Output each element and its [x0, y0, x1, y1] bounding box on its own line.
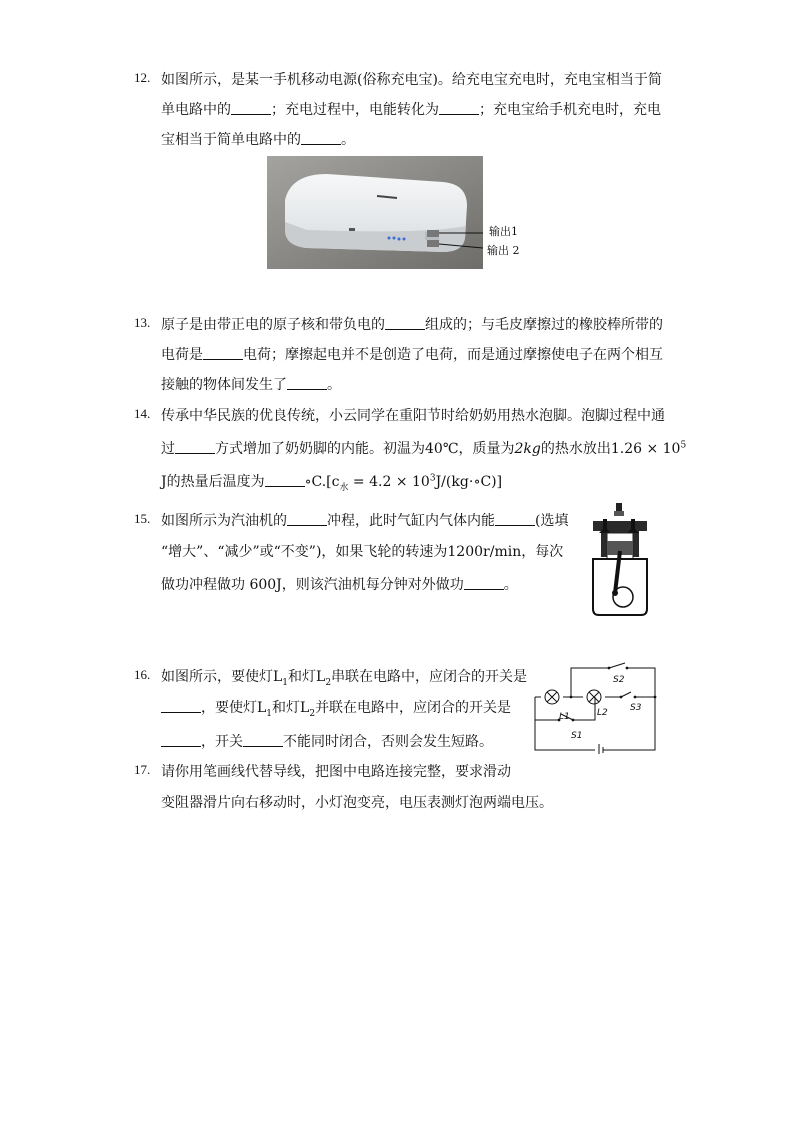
- q12-number: 12.: [134, 70, 151, 85]
- q13-text: 组成的；与毛皮摩擦过的橡胶棒所带的: [425, 317, 663, 333]
- q17-line2: 变阻器滑片向右移动时，小灯泡变亮，电压表测灯泡两端电压。: [161, 795, 553, 811]
- answer-blank[interactable]: [175, 439, 215, 454]
- answer-blank[interactable]: [231, 100, 271, 115]
- output-2-label: 输出 2: [487, 244, 520, 257]
- answer-blank[interactable]: [301, 130, 341, 145]
- answer-blank[interactable]: [243, 732, 283, 747]
- q14-text: 方式增加了奶奶脚的内能。初温为40℃，质量为: [215, 441, 515, 457]
- q14-mass: 2kg: [514, 441, 541, 457]
- q14-text: 的热水放出1.26 × 10: [540, 441, 681, 457]
- q17-number: 17.: [134, 762, 151, 777]
- q15-number: 15.: [134, 511, 151, 526]
- q14-exponent: 3: [429, 473, 436, 484]
- q15-text: 冲程，此时气缸内气体内能: [327, 513, 495, 529]
- q12-text: ；充电过程中，电能转化为: [271, 102, 439, 118]
- q14-subscript: 水: [339, 482, 349, 493]
- q12-line1: 如图所示，是某一手机移动电源(俗称充电宝)。给充电宝充电时，充电宝相当于简: [161, 72, 662, 88]
- engine-cylinder-diagram: [587, 501, 653, 618]
- q13-line2: [161, 344, 663, 364]
- q16-text: 并联在电路中，应闭合的开关是: [315, 700, 512, 716]
- q12-text: 宝相当于简单电路中的: [161, 132, 301, 148]
- q12-text: ；充电宝给手机充电时，充电: [479, 102, 661, 118]
- q14-number: 14.: [134, 406, 151, 421]
- q16-text: ，要使灯L: [201, 700, 267, 716]
- q13-line1: [161, 314, 663, 334]
- q16-text: 串联在电路中，应闭合的开关是: [331, 669, 528, 685]
- q12-line3: [161, 129, 355, 149]
- q13-line3: [161, 374, 341, 394]
- q13-number: 13.: [134, 315, 151, 330]
- q16-subscript: 1: [282, 677, 289, 688]
- q15-line2: “增大”、“减少”或“不变”)，如果飞轮的转速为1200r/min，每次: [161, 544, 564, 560]
- q12-line2: [161, 99, 661, 119]
- q13-text: 接触的物体间发生了: [161, 377, 287, 393]
- answer-blank[interactable]: [464, 575, 504, 590]
- q14-text: ∘C.[c: [304, 474, 340, 490]
- q13-text: 原子是由带正电的原子核和带负电的: [161, 317, 385, 333]
- q15-text: 。: [503, 577, 518, 593]
- q15-text: (选填: [535, 513, 569, 529]
- q16-line1: [161, 666, 527, 688]
- q15-text: 如图所示为汽油机的: [161, 513, 287, 529]
- answer-blank[interactable]: [439, 100, 479, 115]
- q16-text: ，开关: [201, 734, 243, 750]
- q14-line2: [161, 438, 686, 458]
- q14-text: J/(kg⋅∘C)]: [435, 474, 503, 490]
- q16-subscript: 2: [325, 677, 332, 688]
- answer-blank[interactable]: [265, 472, 305, 487]
- q15-text: 做功冲程做功 600J，则该汽油机每分钟对外做功: [161, 577, 464, 593]
- q13-text: 电荷；摩擦起电并不是创造了电荷，而是通过摩擦使电子在两个相互: [243, 347, 663, 363]
- l1-label: L1: [559, 712, 570, 722]
- answer-blank[interactable]: [203, 345, 243, 360]
- q16-line3: [161, 731, 493, 751]
- s3-label: S3: [630, 703, 642, 713]
- answer-blank[interactable]: [495, 511, 535, 526]
- q16-number: 16.: [134, 667, 151, 682]
- q14-line3: [161, 471, 502, 493]
- q15-line3: [161, 574, 518, 594]
- q16-text: 和灯L: [288, 669, 326, 685]
- q16-text: 如图所示，要使灯L: [161, 669, 283, 685]
- q16-subscript: 2: [309, 708, 316, 719]
- circuit-diagram: [533, 662, 659, 754]
- output-1-label: 输出1: [489, 225, 518, 238]
- q12-text: 。: [341, 132, 355, 148]
- q12-text: 单电路中的: [161, 102, 231, 118]
- q16-text: 不能同时闭合，否则会发生短路。: [283, 734, 493, 750]
- q14-text: 过: [161, 441, 175, 457]
- q16-text: 和灯L: [272, 700, 310, 716]
- q16-line2: [161, 697, 511, 719]
- answer-blank[interactable]: [287, 375, 327, 390]
- q13-text: 电荷是: [161, 347, 203, 363]
- q14-exponent: 5: [680, 440, 687, 451]
- s2-label: S2: [613, 675, 625, 685]
- answer-blank[interactable]: [161, 698, 201, 713]
- q14-text: = 4.2 × 10: [348, 474, 430, 490]
- q17-line1: 请你用笔画线代替导线，把图中电路连接完整，要求滑动: [161, 764, 511, 780]
- q16-subscript: 1: [266, 708, 273, 719]
- q13-text: 。: [327, 377, 341, 393]
- answer-blank[interactable]: [161, 732, 201, 747]
- q14-line1: 传承中华民族的优良传统，小云同学在重阳节时给奶奶用热水泡脚。泡脚过程中通: [161, 408, 665, 424]
- s1-label: S1: [571, 731, 583, 741]
- power-bank-photo: [267, 156, 483, 269]
- q15-line1: [161, 510, 568, 530]
- q14-text: J的热量后温度为: [161, 474, 265, 490]
- answer-blank[interactable]: [287, 511, 327, 526]
- answer-blank[interactable]: [385, 315, 425, 330]
- l2-label: L2: [597, 708, 608, 718]
